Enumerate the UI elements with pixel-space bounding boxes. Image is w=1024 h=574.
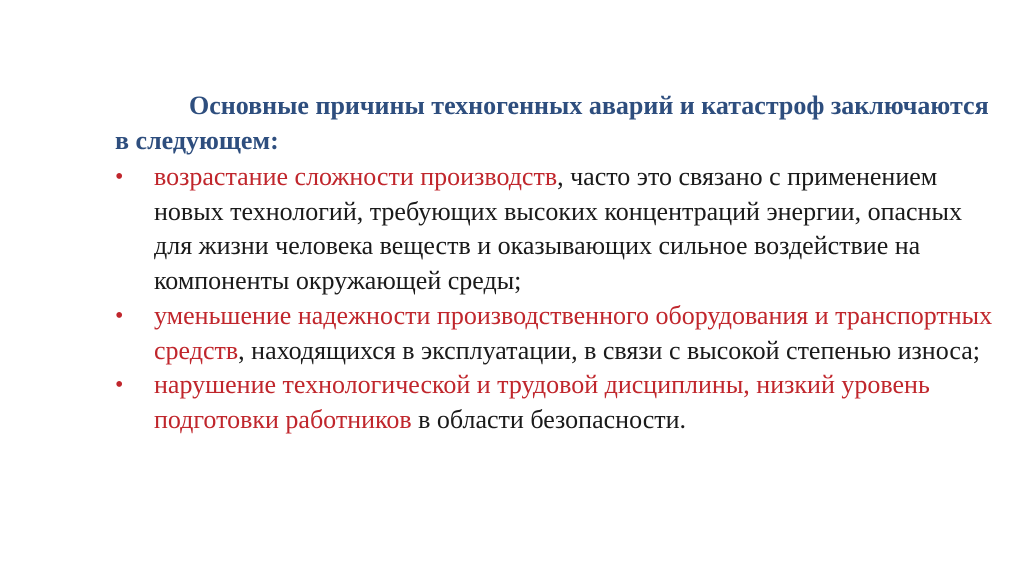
- item-highlight: возрастание сложности производств: [154, 162, 558, 191]
- slide-heading: Основные причины техногенных аварий и катастроф заключаются в следующем:: [115, 91, 989, 155]
- bullet-icon: •: [115, 372, 124, 399]
- item-text: , часто это связано с применением новых технологий, требующих высоких концентраций энергии, опасных для жизни человека веществ и оказывающих сильное воздействие на компоненты окружающей среды;: [154, 162, 962, 296]
- list-item: [115, 299, 995, 368]
- causes-list: [115, 160, 995, 438]
- bullet-icon: •: [115, 164, 124, 190]
- item-text: , находящихся в эксплуатации, в связи с высокой степенью износа;: [238, 335, 980, 365]
- bullet-icon: •: [115, 302, 124, 329]
- item-highlight: нарушение технологической и трудовой дисциплины, низкий уровень подготовки работников: [154, 370, 930, 434]
- item-highlight: уменьшение надежности производственного оборудования и транспортных средств: [154, 300, 993, 365]
- list-item: [115, 368, 995, 437]
- item-text: в области безопасности.: [411, 404, 687, 434]
- list-item: [115, 160, 995, 299]
